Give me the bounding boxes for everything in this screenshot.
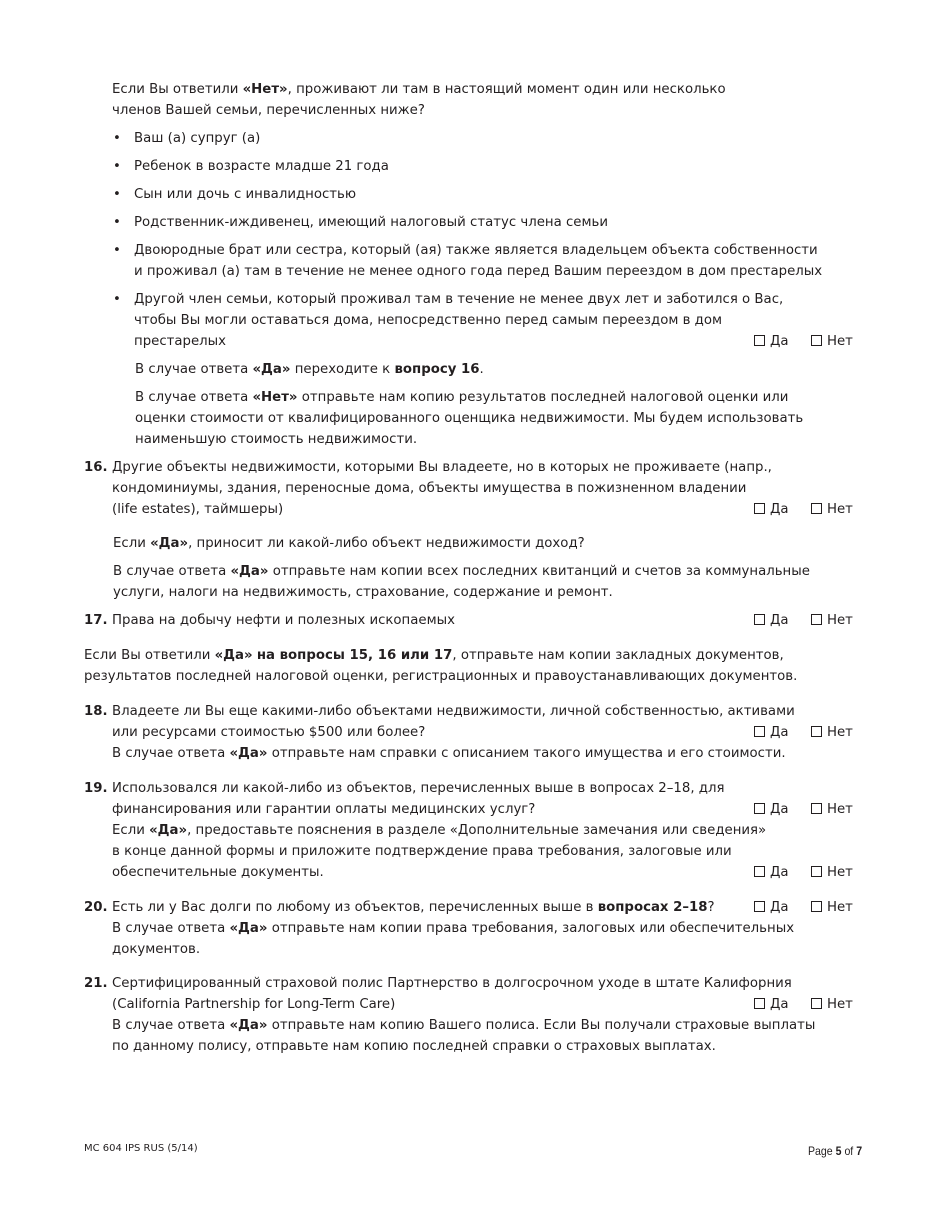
q19-documents-no-checkbox[interactable]: Нет: [811, 862, 853, 883]
q15-intro: Если Вы ответили «Нет», проживают ли там в настоящий момент один или несколько членов Вашей семьи, перечисленных ниже?: [112, 82, 726, 118]
checkbox-icon: [754, 335, 765, 346]
q20-yes-checkbox[interactable]: Да: [754, 897, 789, 918]
question-number: 21.: [84, 976, 108, 991]
q19-text: Использовался ли какой-либо из объектов, перечисленных выше в вопросах 2–18, для финансирования или гарантии оплаты медицинских услуг? Если «Да», предоставьте пояснения в разделе «Дополнительные замечания или сведения» в конце данной формы и приложите подтверждение права требования, залоговые или обеспечительные документы.: [112, 781, 767, 880]
q17-text: Права на добычу нефти и полезных ископаемых: [112, 613, 455, 628]
q21-text: Сертифицированный страховой полис Партнерство в долгосрочном уходе в штате Калифорния (California Partnership for Long-Term Care) В случае ответа «Да» отправьте нам копию Вашего полиса. Если Вы получали страховые выплаты по данному полису, отправьте нам копию последней справки о страховых выплатах.: [112, 976, 816, 1054]
bullet-marker: •: [113, 292, 121, 307]
question-number: 18.: [84, 704, 108, 719]
q18-yes-checkbox[interactable]: Да: [754, 722, 789, 743]
checkbox-icon: [754, 803, 765, 814]
bullet-marker: •: [113, 243, 121, 258]
q18-text: Владеете ли Вы еще какими-либо объектами недвижимости, личной собственностью, активами или ресурсами стоимостью $500 или более? В случае ответа «Да» отправьте нам справки с описанием такого имущества и его стоимости.: [112, 704, 795, 761]
q19-no-checkbox[interactable]: Нет: [811, 799, 853, 820]
bullet-marker: •: [113, 159, 121, 174]
q19-yes-checkbox[interactable]: Да: [754, 799, 789, 820]
q17-yes-checkbox[interactable]: Да: [754, 610, 789, 631]
bullet-item-child: Ребенок в возрасте младше 21 года: [134, 159, 389, 174]
bullet-item-caregiver: Другой член семьи, который проживал там в течение не менее двух лет и заботился о Вас, чтобы Вы могли оставаться дома, непосредственно перед самым переездом в дом престарелых: [134, 292, 784, 349]
q16-yes-checkbox[interactable]: Да: [754, 499, 789, 520]
q15-yes-checkbox[interactable]: Да: [754, 331, 789, 352]
checkbox-icon: [754, 503, 765, 514]
checkbox-icon: [754, 726, 765, 737]
q16-no-checkbox[interactable]: Нет: [811, 499, 853, 520]
bullet-item-cousin: Двоюродные брат или сестра, который (ая) также является владельцем объекта собственности и проживал (а) там в течение не менее одного года перед Вашим переездом в дом престарелых: [134, 243, 823, 279]
checkbox-icon: [811, 998, 822, 1009]
q20-no-checkbox[interactable]: Нет: [811, 897, 853, 918]
question-number: 19.: [84, 781, 108, 796]
checkbox-icon: [811, 866, 822, 877]
page-number: Page 5 of 7: [808, 1144, 863, 1158]
question-number: 17.: [84, 613, 108, 628]
bullet-marker: •: [113, 131, 121, 146]
checkbox-icon: [754, 901, 765, 912]
checkbox-icon: [811, 335, 822, 346]
checkbox-icon: [811, 726, 822, 737]
bullet-marker: •: [113, 215, 121, 230]
q16-income-question: Если «Да», приносит ли какой-либо объект недвижимости доход?: [113, 536, 585, 551]
bullet-marker: •: [113, 187, 121, 202]
q21-no-checkbox[interactable]: Нет: [811, 994, 853, 1015]
question-number: 20.: [84, 900, 108, 915]
question-number: 16.: [84, 460, 108, 475]
form-code: MC 604 IPS RUS (5/14): [84, 1143, 198, 1154]
q16-text: Другие объекты недвижимости, которыми Вы владеете, но в которых не проживаете (напр., кондоминиумы, здания, переносные дома, объекты имущества в пожизненном владении (life estates), таймшеры): [112, 460, 772, 517]
q18-no-checkbox[interactable]: Нет: [811, 722, 853, 743]
checkbox-icon: [754, 998, 765, 1009]
bullet-item-disabled-child: Сын или дочь с инвалидностью: [134, 187, 357, 202]
note-questions-15-17: Если Вы ответили «Да» на вопросы 15, 16 или 17, отправьте нам копии закладных документов, результатов последней налоговой оценки, регистрационных и правоустанавливающих документов.: [84, 648, 798, 684]
checkbox-icon: [811, 503, 822, 514]
checkbox-icon: [754, 614, 765, 625]
checkbox-icon: [811, 901, 822, 912]
bullet-item-dependent: Родственник-иждивенец, имеющий налоговый статус члена семьи: [134, 215, 608, 230]
checkbox-icon: [811, 614, 822, 625]
q16-if-yes-text: В случае ответа «Да» отправьте нам копии всех последних квитанций и счетов за коммунальные услуги, налоги на недвижимость, страхование, содержание и ремонт.: [113, 564, 810, 600]
q15-if-yes-text: В случае ответа «Да» переходите к вопросу 16.: [135, 362, 484, 377]
q21-yes-checkbox[interactable]: Да: [754, 994, 789, 1015]
q15-no-checkbox[interactable]: Нет: [811, 331, 853, 352]
q15-if-no-text: В случае ответа «Нет» отправьте нам копию результатов последней налоговой оценки или оценки стоимости от квалифицированного оценщика недвижимости. Мы будем использовать наименьшую стоимость недвижимости.: [135, 390, 804, 447]
checkbox-icon: [754, 866, 765, 877]
bullet-item-spouse: Ваш (а) супруг (а): [134, 131, 261, 146]
q17-no-checkbox[interactable]: Нет: [811, 610, 853, 631]
q20-text: Есть ли у Вас долги по любому из объектов, перечисленных выше в вопросах 2–18? В случае ответа «Да» отправьте нам копии права требования, залоговых или обеспечительных документов.: [112, 900, 795, 957]
checkbox-icon: [811, 803, 822, 814]
q19-documents-yes-checkbox[interactable]: Да: [754, 862, 789, 883]
